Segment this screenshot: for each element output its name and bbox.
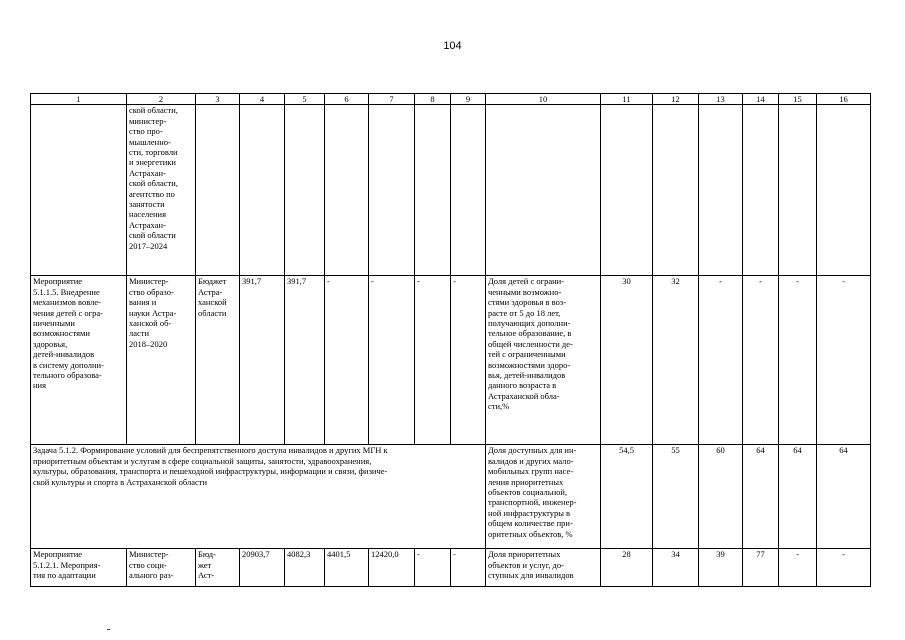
table-cell	[451, 105, 486, 276]
responsible-executor-cell: Министер- ство соци- ального раз-	[127, 549, 196, 587]
funding-year-cell: 4082,3	[285, 549, 325, 587]
table-row-measure-5-1-2-1	[31, 549, 871, 587]
indicator-value-cell: 77	[743, 549, 779, 587]
table-row-task-5-1-2	[31, 445, 871, 549]
col-header: 11	[601, 94, 653, 105]
indicator-value-cell: 64	[743, 445, 779, 549]
table-cell	[779, 105, 817, 276]
task-description-cell: Задача 5.1.2. Формирование условий для беспрепятственного доступа инвалидов и других МГН к приоритетным объектам и услугам в сфере социальной защиты, занятости, здравоохранения, культуры, образования, транспорта и пешеходной инфраструктуры, информации и связи, физиче- ской культуры и спорта в Астраханской области	[31, 445, 486, 549]
program-table	[30, 93, 871, 587]
table-cell	[325, 105, 369, 276]
indicator-cell: Доля детей с ограни- ченными возможно- стями здоровья в воз- расте от 5 до 18 лет, получающих дополни- тельное образование, в общей численности де- тей с ограниченными возможностями здоро- вья, детей-инвалидов данного возраста в Астраханской обла- сти,%	[486, 276, 601, 445]
col-header: 14	[743, 94, 779, 105]
indicator-value-cell: -	[779, 276, 817, 445]
table-cell	[653, 105, 699, 276]
indicator-value-cell: 30	[601, 276, 653, 445]
page-bottom-area	[0, 594, 905, 640]
col-header: 1	[31, 94, 127, 105]
indicator-cell: Доля доступных для ин- валидов и других мало- мобильных групп насе- ления приоритетных объектов социальной, транспортной, инженер- ной инфраструктуры в общем количестве при- оритетных объектов, %	[486, 445, 601, 549]
indicator-cell: Доля приоритетных объектов и услуг, до- ступных для инвалидов	[486, 549, 601, 587]
funding-year-cell: -	[451, 549, 486, 587]
col-header: 16	[817, 94, 871, 105]
table-cell	[369, 105, 415, 276]
col-header: 8	[415, 94, 451, 105]
col-header: 7	[369, 94, 415, 105]
table-cell	[240, 105, 285, 276]
page-number: 104	[443, 40, 462, 52]
funding-year-cell: 4401,5	[325, 549, 369, 587]
col-header: 15	[779, 94, 817, 105]
col-header: 4	[240, 94, 285, 105]
col-header: 12	[653, 94, 699, 105]
funding-total-cell: 391,7	[240, 276, 285, 445]
measure-name-cell: Мероприятие 5.1.2.1. Мероприя- тия по адаптации	[31, 549, 127, 587]
header-row	[31, 94, 871, 105]
indicator-value-cell: -	[779, 549, 817, 587]
table-cell	[817, 105, 871, 276]
funding-year-cell: -	[415, 549, 451, 587]
indicator-value-cell: 55	[653, 445, 699, 549]
responsible-executor-cell: Министер- ство образо- вания и науки Астра- ханской об- ласти 2018–2020	[127, 276, 196, 445]
responsible-executor-cell: ской области, министер- ство про- мышленно- сти, торговли и энергетики Астрахан- ской области, агентство по занятости населения Астрахан- ской области 2017–2024	[127, 105, 196, 276]
col-header: 2	[127, 94, 196, 105]
indicator-value-cell: 60	[699, 445, 743, 549]
table-cell	[743, 105, 779, 276]
indicator-value-cell: -	[817, 549, 871, 587]
funding-year-cell: -	[325, 276, 369, 445]
indicator-value-cell: 54,5	[601, 445, 653, 549]
indicator-value-cell: 32	[653, 276, 699, 445]
col-header: 6	[325, 94, 369, 105]
funding-year-cell: -	[369, 276, 415, 445]
funding-source-cell: Бюд- жет Аст-	[196, 549, 240, 587]
scan-speck	[107, 629, 110, 630]
funding-source-cell: Бюджет Астра- ханской области	[196, 276, 240, 445]
table-cell	[285, 105, 325, 276]
indicator-value-cell: -	[743, 276, 779, 445]
funding-year-cell: 12420,0	[369, 549, 415, 587]
indicator-value-cell: 34	[653, 549, 699, 587]
funding-year-cell: 391,7	[285, 276, 325, 445]
table-cell	[415, 105, 451, 276]
table-cell	[699, 105, 743, 276]
funding-year-cell: -	[451, 276, 486, 445]
indicator-value-cell: 39	[699, 549, 743, 587]
col-header: 13	[699, 94, 743, 105]
indicator-value-cell: -	[817, 276, 871, 445]
table-row-continuation	[31, 105, 871, 276]
col-header: 5	[285, 94, 325, 105]
measure-name-cell: Мероприятие 5.1.1.5. Внедрение механизмов вовле- чения детей с огра- ниченными возможностями здоровья, детей-инвалидов в систему дополни- тельного образова- ния	[31, 276, 127, 445]
table-cell	[486, 105, 601, 276]
col-header: 3	[196, 94, 240, 105]
table-cell	[31, 105, 127, 276]
indicator-value-cell: 64	[779, 445, 817, 549]
indicator-value-cell: -	[699, 276, 743, 445]
table-cell	[196, 105, 240, 276]
table-cell	[601, 105, 653, 276]
indicator-value-cell: 28	[601, 549, 653, 587]
funding-total-cell: 20903,7	[240, 549, 285, 587]
table-row-measure-5-1-1-5	[31, 276, 871, 445]
funding-year-cell: -	[415, 276, 451, 445]
indicator-value-cell: 64	[817, 445, 871, 549]
col-header: 9	[451, 94, 486, 105]
col-header: 10	[486, 94, 601, 105]
